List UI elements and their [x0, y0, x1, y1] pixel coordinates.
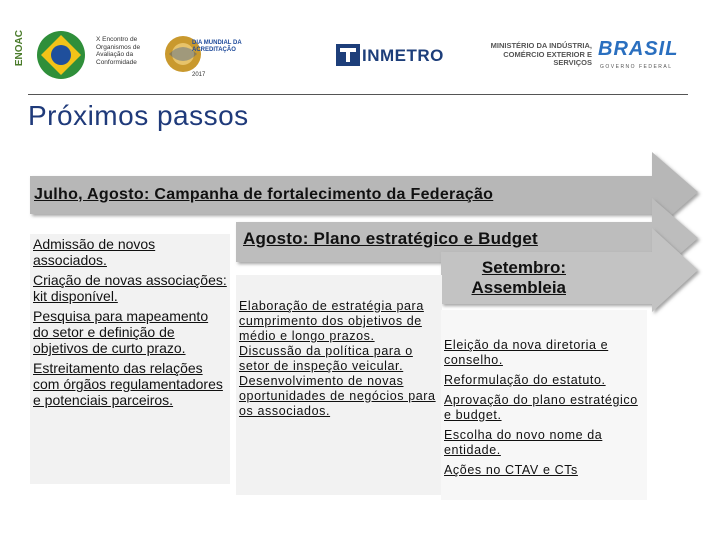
list-item: Eleição da nova diretoria e conselho. [444, 338, 609, 367]
column-august [236, 275, 442, 495]
list-item: Criação de novas associações: kit disponível. [33, 272, 227, 304]
brasil-logo-text: BRASIL [598, 38, 679, 60]
arrow-label-2: Agosto: Plano estratégico e Budget [243, 229, 538, 248]
arrow-label-1: Julho, Agosto: Campanha de fortalecimento da Federação [34, 186, 494, 203]
column-september [441, 310, 647, 500]
slide-title: Próximos passos [28, 100, 249, 131]
dia-mundial-year: 2017 [192, 72, 206, 78]
list-item: Desenvolvimento de novas oportunidades de negócios para os associados. [239, 374, 436, 418]
dia-mundial-logo-text: DIA MUNDIAL DA ACREDITAÇÃO [192, 40, 242, 53]
list-item: Estreitamento das relações com órgãos regulamentadores e potenciais parceiros. [33, 360, 223, 408]
brasil-logo-subtext: GOVERNO FEDERAL [600, 64, 673, 70]
encontro-logo-text: X Encontro de Organismos de Avaliação da Conformidade [96, 36, 141, 66]
column-july-august [30, 234, 230, 484]
list-item: Elaboração de estratégia para cumprimento dos objetivos de médio e longo prazos. [239, 299, 424, 343]
list-item: Admissão de novos associados. [33, 236, 156, 268]
enoac-side-label: ENOAC [14, 30, 25, 67]
list-item: Aprovação do plano estratégico e budget. [444, 393, 638, 422]
list-item: Pesquisa para mapeamento do setor e definição de objetivos de curto prazo. [33, 308, 209, 356]
list-item: Ações no CTAV e CTs [444, 463, 578, 477]
list-item: Discussão da política para o setor de inspeção veicular. [239, 344, 413, 373]
list-item: Reformulação do estatuto. [444, 373, 606, 387]
ministerio-logo-text: MINISTÉRIO DA INDÚSTRIA, COMÉRCIO EXTERIOR E SERVIÇOS [490, 41, 592, 67]
list-item: Escolha do novo nome da entidade. [444, 428, 603, 457]
inmetro-logo-text: INMETRO [362, 46, 444, 65]
arrow-label-3: Setembro: Assembleia [471, 258, 566, 297]
